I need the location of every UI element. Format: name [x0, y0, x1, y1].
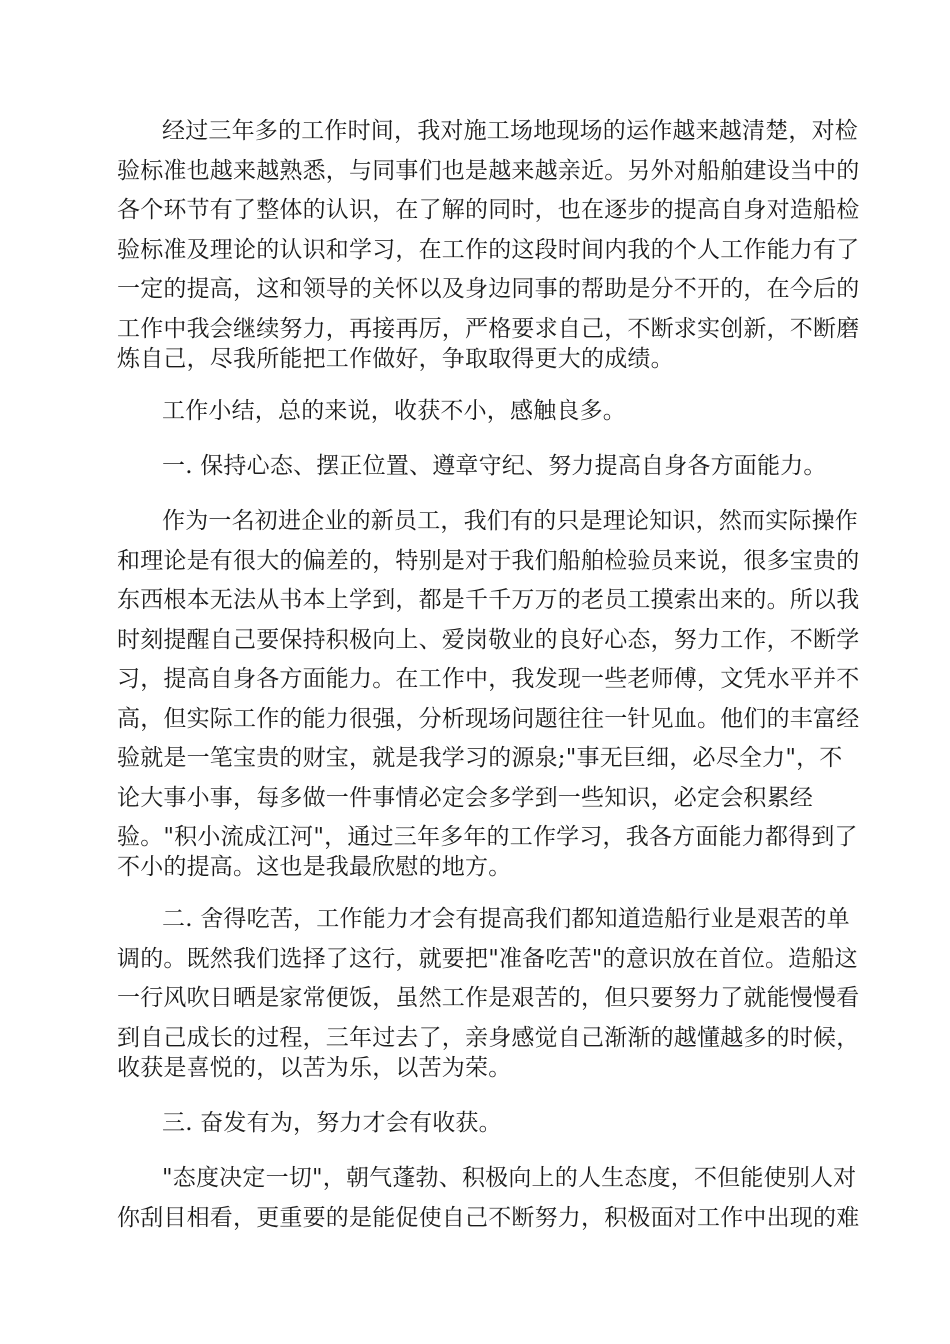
- paragraph-4-line-3: 东西根本无法从书本上学到，都是千千万万的老员工摸索出来的。所以我: [117, 587, 860, 613]
- paragraph-5-line-4: 到自己成长的过程，三年过去了，亲身感觉自己渐渐的越懂越多的时候，: [117, 1025, 860, 1051]
- paragraph-4-line-5: 习，提高自身各方面能力。在工作中，我发现一些老师傅，文凭水平并不: [117, 666, 860, 692]
- paragraph-4-line-2: 和理论是有很大的偏差的，特别是对于我们船舶检验员来说，很多宝贵的: [117, 548, 860, 574]
- paragraph-4-line-1: 作为一名初进企业的新员工，我们有的只是理论知识，然而实际操作: [162, 508, 858, 534]
- paragraph-5-line-2: 调的。既然我们选择了这行，就要把"准备吃苦"的意识放在首位。造船这: [117, 946, 858, 972]
- paragraph-5-line-3: 一行风吹日晒是家常便饭，虽然工作是艰苦的，但只要努力了就能慢慢看: [117, 985, 860, 1011]
- paragraph-2-line-1: 工作小结，总的来说，收获不小，感触良多。: [162, 398, 626, 424]
- paragraph-1-line-5: 一定的提高，这和领导的关怀以及身边同事的帮助是分不开的，在今后的: [117, 276, 860, 302]
- paragraph-1-line-3: 各个环节有了整体的认识，在了解的同时，也在逐步的提高自身对造船检: [117, 197, 860, 223]
- paragraph-4-line-4: 时刻提醒自己要保持积极向上、爱岗敬业的良好心态，努力工作，不断学: [117, 627, 860, 653]
- paragraph-4-line-10: 不小的提高。这也是我最欣慰的地方。: [117, 854, 512, 880]
- paragraph-5-line-1: 二. 舍得吃苦，工作能力才会有提高我们都知道造船行业是艰苦的单: [162, 906, 850, 932]
- paragraph-4-line-7: 验就是一笔宝贵的财宝，就是我学习的源泉;"事无巨细，必尽全力"，不: [117, 745, 843, 771]
- paragraph-1-line-1: 经过三年多的工作时间，我对施工场地现场的运作越来越清楚，对检: [162, 118, 858, 144]
- paragraph-7-line-1: "态度决定一切"，朝气蓬勃、积极向上的人生态度，不但能使别人对: [162, 1165, 857, 1191]
- paragraph-4-line-8: 论大事小事，每多做一件事情必定会多学到一些知识，必定会积累经: [117, 785, 813, 811]
- paragraph-1-line-7: 炼自己，尽我所能把工作做好，争取取得更大的成绩。: [117, 346, 674, 372]
- paragraph-4-line-6: 高，但实际工作的能力很强，分析现场问题往往一针见血。他们的丰富经: [117, 706, 860, 732]
- paragraph-1-line-2: 验标准也越来越熟悉，与同事们也是越来越亲近。另外对船舶建设当中的: [117, 158, 860, 184]
- paragraph-1-line-6: 工作中我会继续努力，再接再厉，严格要求自己，不断求实创新，不断磨: [117, 316, 860, 342]
- paragraph-5-line-5: 收获是喜悦的，以苦为乐，以苦为荣。: [117, 1055, 512, 1081]
- paragraph-4-line-9: 验。"积小流成江河"，通过三年多年的工作学习，我各方面能力都得到了: [117, 824, 858, 850]
- paragraph-3-heading: 一. 保持心态、摆正位置、遵章守纪、努力提高自身各方面能力。: [162, 453, 827, 479]
- paragraph-6-heading: 三. 奋发有为，努力才会有收获。: [162, 1110, 502, 1136]
- paragraph-1-line-4: 验标准及理论的认识和学习，在工作的这段时间内我的个人工作能力有了: [117, 237, 860, 263]
- paragraph-7-line-2: 你刮目相看，更重要的是能促使自己不断努力，积极面对工作中出现的难: [117, 1205, 860, 1231]
